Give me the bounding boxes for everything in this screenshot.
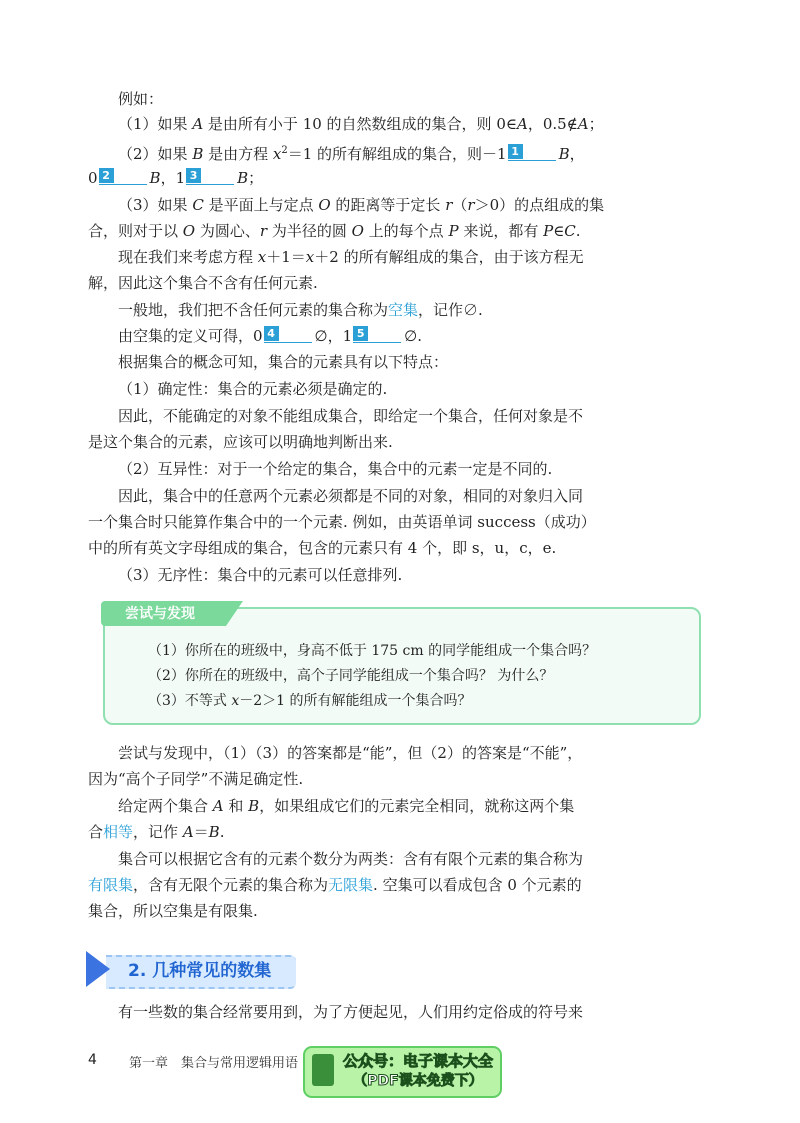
blank-number-badge: 5 — [353, 326, 368, 341]
paragraph-example-3: （3）如果 C 是平面上与定点 O 的距离等于定长 r（r＞0）的点组成的集 — [118, 196, 605, 214]
term-infinite-set: 无限集 — [328, 876, 374, 894]
fill-blank-4[interactable] — [264, 326, 312, 343]
paragraph-equation: 现在我们来考虑方程 x＋1＝x＋2 的所有解组成的集合，由于该方程无 — [118, 248, 584, 266]
page-number: 4 — [88, 1052, 97, 1068]
paragraph-determinacy-expl-cont: 是这个集合的元素，应该可以明确地判断出来. — [88, 433, 393, 451]
blank-number-badge: 3 — [186, 168, 201, 183]
paragraph-distinctness-expl: 因此，集合中的任意两个元素必须都是不同的对象，相同的对象归入同 — [118, 487, 584, 505]
paragraph-empty-set-def: 一般地，我们把不含任何元素的集合称为空集，记作∅. — [118, 301, 483, 319]
paragraph-equal-sets-cont: 合相等，记作 A＝B. — [88, 823, 225, 841]
paragraph-try-answer-cont: 因为“高个子同学”不满足确定性. — [88, 770, 304, 788]
paragraph-distinctness-expl-cont2: 中的所有英文字母组成的集合，包含的元素只有 4 个，即 s，u，c，e. — [88, 539, 557, 557]
stamp-line-1: 公众号：电子课本大全 — [342, 1052, 493, 1070]
term-equal: 相等 — [103, 823, 134, 841]
fill-blank-3[interactable] — [186, 168, 234, 185]
section-arrow-icon — [86, 951, 110, 987]
paragraph-finite-infinite-cont2: 集合，所以空集是有限集. — [88, 902, 258, 920]
section-heading: 2. 几种常见的数集 — [128, 961, 272, 981]
chapter-title: 第一章 集合与常用逻辑用语 — [129, 1056, 299, 1071]
paragraph-properties-intro: 根据集合的概念可知，集合的元素具有以下特点： — [118, 353, 449, 371]
paragraph-finite-infinite-cont1: 有限集，含有无限个元素的集合称为无限集. 空集可以看成包含 0 个元素的 — [88, 876, 582, 894]
book-icon — [312, 1054, 334, 1086]
paragraph-determinacy: （1）确定性：集合的元素必须是确定的. — [118, 380, 388, 398]
blank-number-badge: 1 — [508, 144, 523, 159]
paragraph-unordered: （3）无序性：集合中的元素可以任意排列. — [118, 566, 403, 584]
paragraph-equal-sets: 给定两个集合 A 和 B，如果组成它们的元素完全相同，就称这两个集 — [118, 797, 575, 815]
try-and-discover-title: 尝试与发现 — [125, 606, 195, 622]
blank-number-badge: 2 — [99, 168, 114, 183]
fill-blank-2[interactable] — [99, 168, 147, 185]
paragraph-example-3-cont: 合，则对于以 O 为圆心、r 为半径的圆 O 上的每个点 P 来说，都有 P∈C. — [88, 222, 581, 240]
term-empty-set: 空集 — [388, 301, 419, 319]
paragraph-number-sets-intro: 有一些数的集合经常要用到，为了方便起见，人们用约定俗成的符号来 — [118, 1003, 584, 1021]
try-question-3: （3）不等式 x－2＞1 的所有解能组成一个集合吗？ — [148, 693, 472, 709]
paragraph-finite-infinite: 集合可以根据它含有的元素个数分为两类：含有有限个元素的集合称为 — [118, 850, 584, 868]
blank-number-badge: 4 — [264, 326, 279, 341]
paragraph-determinacy-expl: 因此，不能确定的对象不能组成集合，即给定一个集合，任何对象是不 — [118, 407, 584, 425]
paragraph-distinctness-expl-cont1: 一个集合时只能算作集合中的一个元素. 例如，由英语单词 success（成功） — [88, 513, 596, 531]
paragraph-empty-set-blanks: 由空集的定义可得，0 4 ∅，1 5 ∅. — [118, 327, 423, 345]
paragraph-equation-cont: 解，因此这个集合不含有任何元素. — [88, 274, 318, 292]
paragraph-try-answer: 尝试与发现中，（1）（3）的答案都是“能”，但（2）的答案是“不能”， — [118, 744, 583, 762]
paragraph-example-intro: 例如： — [118, 90, 164, 108]
paragraph-example-2-cont: 0 2 B，1 3 B； — [88, 169, 264, 187]
watermark-stamp — [303, 1046, 502, 1098]
try-question-1: （1）你所在的班级中，身高不低于 175 cm 的同学能组成一个集合吗？ — [148, 643, 597, 659]
fill-blank-5[interactable] — [353, 326, 401, 343]
paragraph-example-1: （1）如果 A 是由所有小于 10 的自然数组成的集合，则 0∈A，0.5∉A； — [118, 115, 604, 133]
stamp-line-2: （PDF课本免费下） — [353, 1073, 483, 1089]
fill-blank-1[interactable] — [508, 144, 556, 161]
try-question-2: （2）你所在的班级中，高个子同学能组成一个集合吗？ 为什么？ — [148, 668, 554, 684]
paragraph-distinctness: （2）互异性：对于一个给定的集合，集合中的元素一定是不同的. — [118, 460, 553, 478]
paragraph-example-2: （2）如果 B 是由方程 $x^2=1$ 的所有解组成的集合，则－1 1 B， — [118, 145, 585, 163]
term-finite-set: 有限集 — [88, 876, 134, 894]
